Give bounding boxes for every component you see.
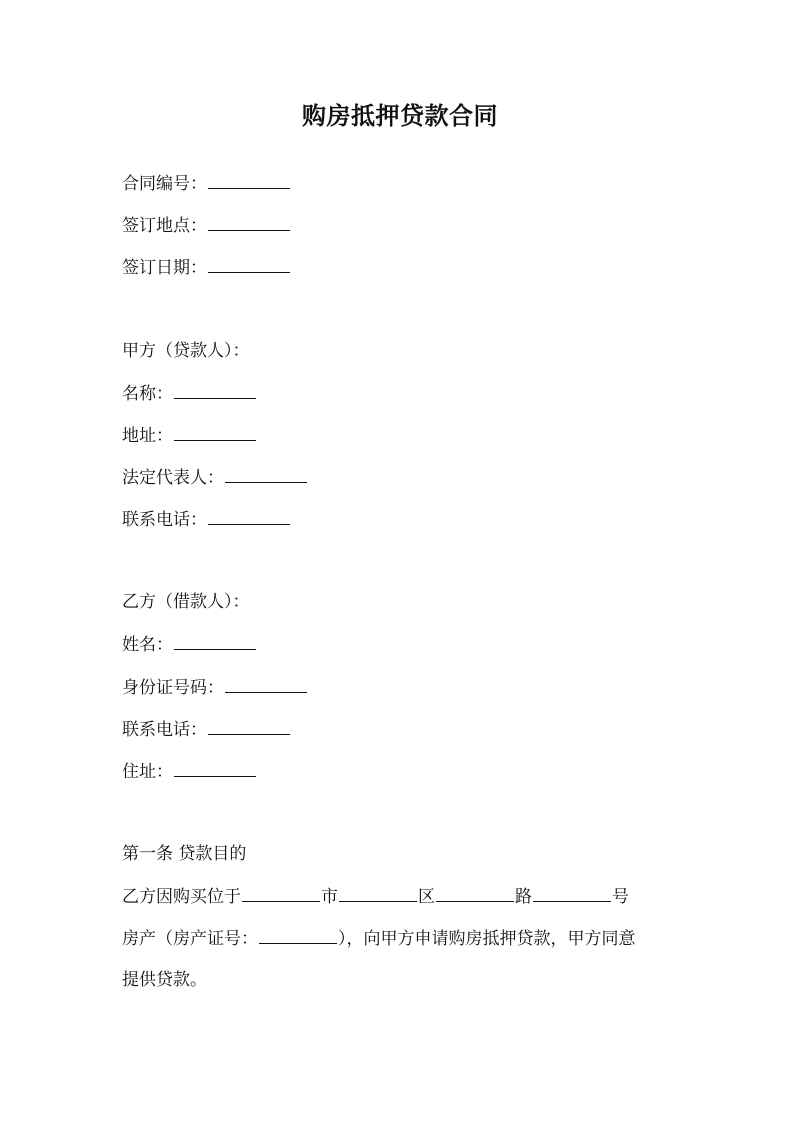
number-label: 号: [612, 887, 629, 907]
signing-date-label: 签订日期：: [122, 258, 207, 278]
article-1-prefix: 乙方因购买位于: [122, 887, 241, 907]
city-label: 市: [321, 887, 338, 907]
party-b-name-blank[interactable]: [174, 632, 256, 650]
party-a-phone-blank[interactable]: [208, 507, 290, 525]
property-cert-prefix: 房产（房产证号：: [122, 929, 258, 949]
party-a-name-label: 名称：: [122, 384, 173, 404]
party-b-phone-label: 联系电话：: [122, 720, 207, 740]
party-a-representative-field: [122, 465, 308, 490]
signing-place-blank[interactable]: [208, 213, 290, 231]
party-a-name-field: [122, 381, 257, 406]
contract-number-blank[interactable]: [208, 171, 290, 189]
signing-date-field: [122, 255, 291, 280]
party-a-address-label: 地址：: [122, 426, 173, 446]
party-b-address-label: 住址：: [122, 762, 173, 782]
article-1-line-3: 提供贷款。: [122, 970, 207, 990]
signing-date-blank[interactable]: [208, 255, 290, 273]
party-b-phone-blank[interactable]: [208, 717, 290, 735]
party-a-phone-field: [122, 507, 291, 532]
party-b-phone-field: [122, 717, 291, 742]
party-b-id-label: 身份证号码：: [122, 678, 224, 698]
property-cert-suffix: ），向甲方申请购房抵押贷款，甲方同意: [338, 929, 636, 949]
signing-place-label: 签订地点：: [122, 216, 207, 236]
party-a-name-blank[interactable]: [174, 381, 256, 399]
party-a-phone-label: 联系电话：: [122, 510, 207, 530]
road-label: 路: [515, 887, 532, 907]
party-b-id-blank[interactable]: [225, 675, 307, 693]
party-b-name-field: [122, 632, 257, 657]
contract-number-label: 合同编号：: [122, 174, 207, 194]
party-b-name-label: 姓名：: [122, 635, 173, 655]
party-a-address-blank[interactable]: [174, 423, 256, 441]
district-blank[interactable]: [339, 884, 417, 902]
contract-number-field: [122, 171, 291, 196]
party-b-id-field: [122, 675, 308, 700]
party-a-representative-blank[interactable]: [225, 465, 307, 483]
party-b-address-blank[interactable]: [174, 759, 256, 777]
party-b-heading: 乙方（借款人）：: [122, 592, 250, 612]
article-1-heading: 第一条 贷款目的: [122, 844, 247, 864]
city-blank[interactable]: [242, 884, 320, 902]
property-cert-blank[interactable]: [259, 926, 337, 944]
party-a-address-field: [122, 423, 257, 448]
signing-place-field: [122, 213, 291, 238]
district-label: 区: [418, 887, 435, 907]
article-1-line-1: [122, 884, 629, 909]
party-b-address-field: [122, 759, 257, 784]
document-title: 购房抵押贷款合同: [302, 101, 498, 130]
number-blank[interactable]: [533, 884, 611, 902]
article-1-line-2: [122, 926, 636, 951]
party-a-heading: 甲方（贷款人）：: [122, 341, 250, 361]
party-a-representative-label: 法定代表人：: [122, 468, 224, 488]
road-blank[interactable]: [436, 884, 514, 902]
